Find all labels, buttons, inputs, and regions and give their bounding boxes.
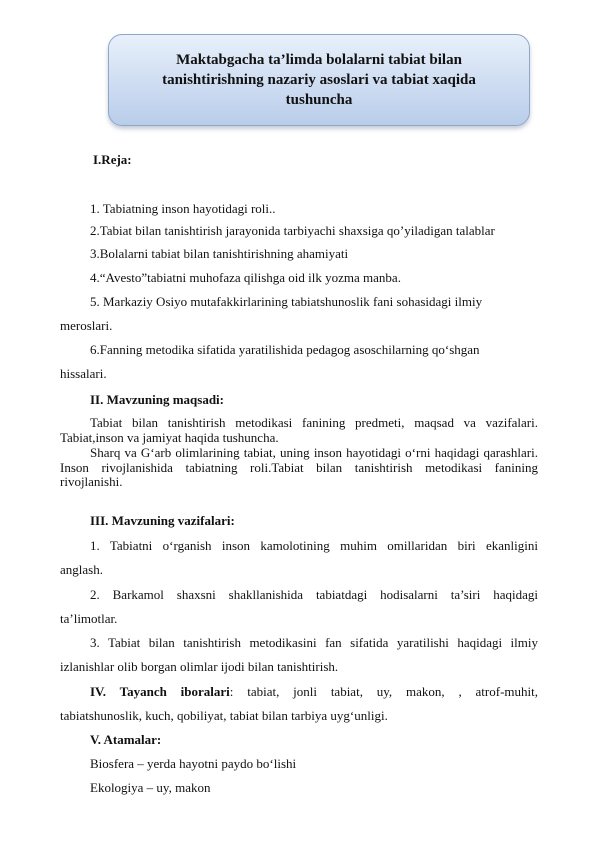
reja-item-2: 2.Tabiat bilan tanishtirish jarayonida tarbiyachi shaxsiga qo’yiladigan talablar	[90, 223, 495, 238]
title-line-2: tanishtirishning nazariy asoslari va tabiat xaqida	[162, 72, 476, 88]
reja-item-3: 3.Bolalarni tabiat bilan tanishtirishning ahamiyati	[90, 246, 349, 261]
reja-item-4: 4.“Avesto”tabiatni muhofaza qilishga oid ilk yozma manba.	[90, 270, 401, 285]
reja-heading: I.Reja:	[93, 152, 132, 167]
vazifa-1b: anglash.	[60, 562, 103, 577]
atama-biosfera: Biosfera – yerda hayotni paydo bo‘lishi	[90, 756, 297, 771]
vazifa-3b: izlanishlar olib borgan olimlar ijodi bilan tanishtirish.	[60, 659, 339, 674]
atama-ekologiya: Ekologiya – uy, makon	[90, 780, 211, 795]
maqsad-p2-text: Sharq va G‘arb olimlarining tabiat, uning inson hayotidagi o‘rni haqidagi qarashlari. Inson rivojlanishida tabiatning roli.Tabiat bilan tanishtirish metodikasi fanining rivojlanishi.	[60, 445, 538, 490]
vazifalar-heading: III. Mavzuning vazifalari:	[90, 513, 235, 528]
vazifa-2b: ta’limotlar.	[60, 611, 118, 626]
reja-item-5a: 5. Markaziy Osiyo mutafakkirlarining tabiatshunoslik fani sohasidagi ilmiy	[90, 294, 483, 309]
title-line-3: tushuncha	[285, 92, 353, 108]
title-box	[108, 34, 530, 126]
reja-item-1: 1. Tabiatning inson hayotidagi roli..	[90, 201, 276, 216]
tayanch-line-1	[60, 684, 538, 700]
maqsad-paragraph-2	[60, 446, 538, 490]
tayanch-text-a: : tabiat, jonli tabiat, uy, makon, , atrof-muhit,	[229, 684, 538, 699]
reja-item-5b: meroslari.	[60, 318, 113, 333]
vazifa-3a: 3. Tabiat bilan tanishtirish metodikasini fan sifatida yaratilishi haqidagi ilmiy	[90, 635, 538, 650]
maqsad-paragraph-1	[60, 416, 538, 445]
tayanch-line-2: tabiatshunoslik, kuch, qobiliyat, tabiat bilan tarbiya uyg‘unligi.	[60, 708, 388, 723]
reja-item-6b: hissalari.	[60, 366, 107, 381]
maqsad-p1-text: Tabiat bilan tanishtirish metodikasi fanining predmeti, maqsad va vazifalari. Tabiat,inson va jamiyat haqida tushuncha.	[60, 415, 538, 445]
vazifa-1a: 1. Tabiatni o‘rganish inson kamolotining muhim omillaridan biri ekanligini	[90, 538, 538, 553]
atamalar-heading: V. Atamalar:	[90, 732, 162, 747]
tayanch-label: IV. Tayanch iboralari	[90, 684, 230, 699]
reja-item-6a: 6.Fanning metodika sifatida yaratilishida pedagog asoschilarning qo‘shgan	[90, 342, 480, 357]
maqsad-heading: II. Mavzuning maqsadi:	[90, 392, 224, 407]
title-line-1: Maktabgacha ta’limda bolalarni tabiat bilan	[176, 52, 462, 68]
vazifa-2a: 2. Barkamol shaxsni shakllanishida tabiatdagi hodisalarni ta’siri haqidagi	[90, 587, 538, 602]
